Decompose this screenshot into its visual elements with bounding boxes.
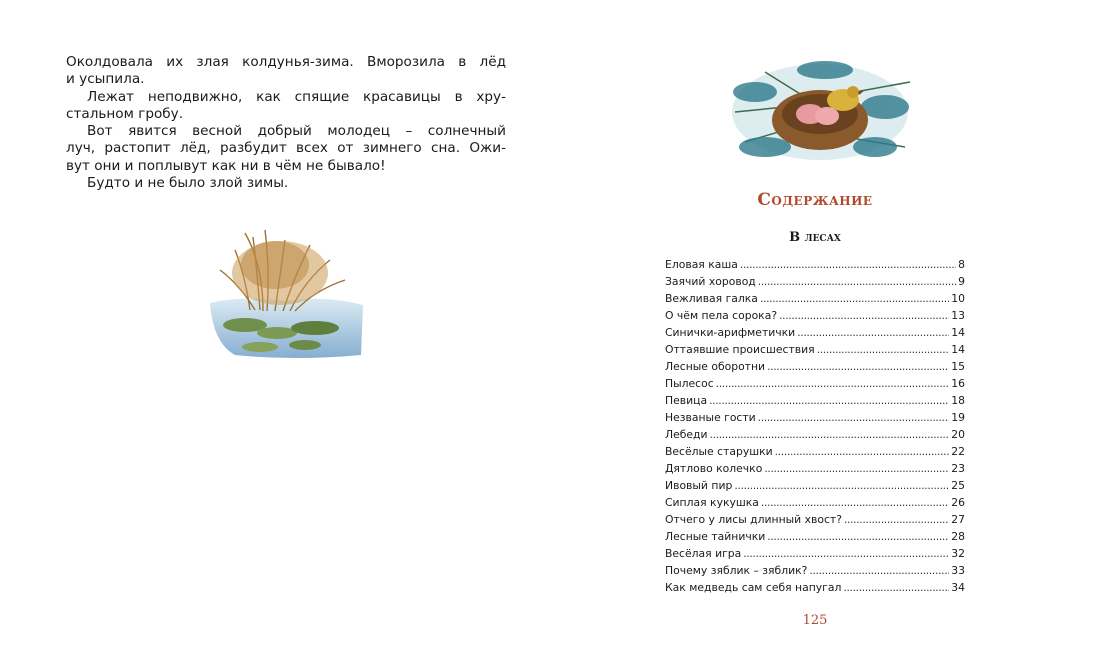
toc-leader bbox=[797, 324, 949, 341]
toc-item[interactable] bbox=[665, 426, 965, 443]
toc-item-page: 22 bbox=[951, 445, 965, 458]
toc-item[interactable] bbox=[665, 528, 965, 545]
toc-leader bbox=[843, 579, 949, 596]
toc-item-page: 26 bbox=[951, 496, 965, 509]
text-line: и усыпила. bbox=[66, 71, 145, 88]
text-line: вут они и поплывут как ни в чём не бывало! bbox=[66, 157, 386, 174]
toc-leader bbox=[758, 273, 956, 290]
toc-leader bbox=[709, 392, 949, 409]
text-line: Лежат неподвижно, как спящие красавицы в хру- bbox=[87, 88, 506, 105]
toc-item-title: Синички-арифметички bbox=[665, 326, 796, 339]
toc-item-page: 28 bbox=[951, 530, 965, 543]
text-line: Будто и не было злой зимы. bbox=[87, 175, 289, 192]
page-number: 125 bbox=[802, 613, 828, 628]
toc-item-title: Ивовый пир bbox=[665, 479, 733, 492]
toc-item-page: 10 bbox=[951, 292, 965, 305]
toc-leader bbox=[775, 443, 950, 460]
toc-leader bbox=[734, 477, 949, 494]
toc-item[interactable] bbox=[665, 358, 965, 375]
toc-item-page: 19 bbox=[951, 411, 965, 424]
toc-item-title: Как медведь сам себя напугал bbox=[665, 581, 842, 594]
toc-leader bbox=[764, 460, 949, 477]
toc-item[interactable] bbox=[665, 494, 965, 511]
toc-item-title: Пылесос bbox=[665, 377, 714, 390]
toc-item-page: 9 bbox=[958, 275, 965, 288]
toc-item[interactable] bbox=[665, 579, 965, 596]
toc-item[interactable] bbox=[665, 375, 965, 392]
toc-item[interactable] bbox=[665, 273, 965, 290]
toc-item-page: 14 bbox=[951, 343, 965, 356]
toc-leader bbox=[779, 307, 949, 324]
toc-leader bbox=[758, 409, 950, 426]
contents-title: Содержание bbox=[757, 190, 873, 210]
toc-item-page: 18 bbox=[951, 394, 965, 407]
toc-item-title: Заячий хоровод bbox=[665, 275, 756, 288]
reeds-and-lily-pads-illustration bbox=[205, 225, 365, 360]
toc-item-title: Лесные тайнички bbox=[665, 530, 766, 543]
toc-item-page: 20 bbox=[951, 428, 965, 441]
toc-item-title: Отчего у лисы длинный хвост? bbox=[665, 513, 842, 526]
toc-leader bbox=[817, 341, 950, 358]
toc-item-title: О чём пела сорока? bbox=[665, 309, 778, 322]
toc-leader bbox=[760, 290, 949, 307]
toc-leader bbox=[740, 256, 956, 273]
toc-item[interactable] bbox=[665, 256, 965, 273]
toc-leader bbox=[716, 375, 950, 392]
toc-leader bbox=[761, 494, 949, 511]
toc-item-page: 15 bbox=[951, 360, 965, 373]
toc-item-title: Лесные оборотни bbox=[665, 360, 766, 373]
toc-item[interactable] bbox=[665, 324, 965, 341]
toc-item-page: 8 bbox=[958, 258, 965, 271]
toc-item-page: 23 bbox=[951, 462, 965, 475]
text-line: Вот явится весной добрый молодец – солнечный bbox=[87, 123, 506, 140]
toc-leader bbox=[809, 562, 949, 579]
text-line: Околдовала их злая колдунья-зима. Вморозила в лёд bbox=[66, 54, 506, 70]
toc-item[interactable] bbox=[665, 341, 965, 358]
toc-item[interactable] bbox=[665, 443, 965, 460]
toc-item-title: Лебеди bbox=[665, 428, 708, 441]
toc-item[interactable] bbox=[665, 545, 965, 562]
text-line: луч, растопит лёд, разбудит всех от зимнего сна. Ожи- bbox=[66, 140, 506, 157]
toc-item-page: 13 bbox=[951, 309, 965, 322]
toc-item-title: Незваные гости bbox=[665, 411, 756, 424]
toc-leader bbox=[710, 426, 950, 443]
toc-item[interactable] bbox=[665, 290, 965, 307]
toc-item[interactable] bbox=[665, 409, 965, 426]
toc-item-title: Дятлово колечко bbox=[665, 462, 763, 475]
toc-item[interactable] bbox=[665, 392, 965, 409]
toc-item-title: Еловая каша bbox=[665, 258, 738, 271]
story-text bbox=[66, 54, 506, 192]
toc-item-title: Весёлая игра bbox=[665, 547, 742, 560]
toc-item-title: Почему зяблик – зяблик? bbox=[665, 564, 808, 577]
toc-item[interactable] bbox=[665, 562, 965, 579]
toc-leader bbox=[767, 358, 949, 375]
toc-item[interactable] bbox=[665, 477, 965, 494]
bird-nest-in-pine-branches-illustration bbox=[725, 52, 915, 170]
toc-leader bbox=[743, 545, 949, 562]
table-of-contents bbox=[665, 256, 965, 596]
toc-item-page: 16 bbox=[951, 377, 965, 390]
toc-item-title: Оттаявшие происшествия bbox=[665, 343, 815, 356]
toc-item-title: Певица bbox=[665, 394, 708, 407]
toc-item-page: 27 bbox=[951, 513, 965, 526]
toc-item-page: 34 bbox=[951, 581, 965, 594]
toc-item[interactable] bbox=[665, 307, 965, 324]
toc-item-page: 25 bbox=[951, 479, 965, 492]
section-title: В лесах bbox=[789, 230, 841, 245]
toc-item[interactable] bbox=[665, 511, 965, 528]
toc-item-title: Весёлые старушки bbox=[665, 445, 773, 458]
toc-item-title: Сиплая кукушка bbox=[665, 496, 759, 509]
toc-item[interactable] bbox=[665, 460, 965, 477]
toc-leader bbox=[767, 528, 949, 545]
toc-item-title: Вежливая галка bbox=[665, 292, 758, 305]
toc-item-page: 33 bbox=[951, 564, 965, 577]
toc-item-page: 32 bbox=[951, 547, 965, 560]
toc-leader bbox=[844, 511, 949, 528]
text-line: стальном гробу. bbox=[66, 105, 184, 122]
toc-item-page: 14 bbox=[951, 326, 965, 339]
